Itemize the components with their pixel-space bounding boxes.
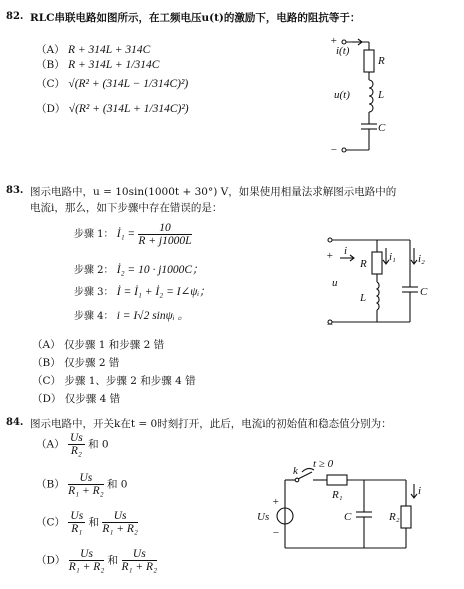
option-label: （D）: [32, 393, 62, 405]
switch-k: [298, 472, 312, 479]
q82-minus: −: [330, 144, 338, 156]
option-label: （A）: [36, 438, 65, 451]
inductor-l: [369, 80, 373, 112]
option-denominator: R₁ + R₂: [68, 485, 104, 497]
option-suffix: 和 0: [106, 478, 128, 491]
q82-l-label: L: [378, 89, 385, 101]
option-label: （B）: [32, 357, 61, 369]
q82-r-label: R: [378, 55, 385, 67]
option-numerator-2: Us: [122, 548, 158, 561]
q84-r1-label: R₁: [332, 489, 343, 501]
q84-c-label: C: [344, 511, 352, 523]
step-label: 步骤 2：: [74, 265, 114, 276]
q83-option-d[interactable]: [32, 391, 120, 406]
q84-switch-label: k: [293, 465, 298, 477]
q82-option-c[interactable]: [36, 76, 188, 91]
q83-c-label: C: [420, 286, 428, 298]
q82-source-label: u(t): [334, 89, 350, 101]
option-text: √(R² + (314L − 1/314C)²): [68, 78, 189, 90]
option-text: R + 314L + 1/314C: [68, 59, 160, 71]
step-label: 步骤 4：: [74, 311, 114, 322]
option-numerator-2: Us: [102, 510, 138, 523]
step-denominator: R + j1000L: [138, 235, 192, 247]
option-label: （C）: [36, 516, 66, 529]
option-label: （C）: [36, 78, 66, 90]
option-denominator-2: R₁ + R₂: [121, 561, 158, 573]
inductor-l: [377, 282, 379, 310]
resistor-r1: [327, 475, 347, 485]
option-mid: 和: [107, 554, 119, 567]
q83-option-b[interactable]: [32, 355, 119, 370]
q83-stem-line1: 图示电路中，u = 10sin(1000t + 30°) V，如果使用相量法求解图示电路中的: [30, 186, 397, 198]
option-label: （B）: [36, 478, 65, 491]
q83-number: 83.: [6, 185, 24, 196]
q84-source-label: Us: [257, 511, 270, 523]
q83-i-label: i: [344, 245, 348, 257]
q83-i2-label: i₂: [418, 253, 425, 265]
q84-stem: 图示电路中，开关k在t = 0时刻打开，此后，电流i的初始值和稳态值分别为：: [30, 418, 392, 430]
option-denominator: R₁: [71, 523, 83, 535]
option-numerator: Us: [68, 472, 104, 485]
q84-minus: −: [272, 527, 280, 539]
option-numerator: Us: [69, 432, 83, 444]
q82-option-b[interactable]: [36, 57, 159, 72]
option-numerator: Us: [69, 548, 105, 561]
terminal-bottom: [342, 148, 346, 152]
step-label: 步骤 1：: [74, 229, 114, 240]
step-text: İ = İ₁ + İ₂ = I∠ψᵢ；: [116, 286, 211, 298]
q83-r-label: R: [360, 258, 367, 270]
q83-plus: +: [326, 250, 334, 262]
option-label: （C）: [32, 375, 62, 387]
option-numerator: Us: [70, 510, 84, 522]
option-label: （A）: [36, 44, 65, 56]
step-text: i = I√2 sinψᵢ 。: [116, 310, 189, 322]
option-label: （D）: [36, 103, 66, 115]
q83-option-c[interactable]: [32, 373, 196, 388]
option-denominator: R₁ + R₂: [68, 561, 105, 573]
q84-number: 84.: [6, 417, 24, 428]
q82-current-label: i(t): [336, 45, 350, 57]
q84-option-d[interactable]: [36, 548, 157, 573]
q83-step-4: [74, 307, 189, 323]
voltage-source-us: [277, 508, 293, 524]
terminal-bottom: [328, 320, 332, 324]
q83-step-2: [74, 261, 204, 277]
q82-plus: +: [330, 35, 338, 47]
option-label: （D）: [36, 554, 66, 567]
q82-stem: RLC串联电路如图所示，在工频电压u(t)的激励下，电路的阻抗等于：: [30, 12, 361, 24]
option-text: 仅步骤 2 错: [64, 357, 120, 369]
q84-plus: +: [272, 496, 280, 508]
terminal-top: [342, 40, 346, 44]
option-text: R + 314L + 314C: [67, 44, 151, 56]
q82-number: 82.: [6, 11, 24, 22]
q83-step-3: [74, 283, 211, 299]
option-text: 步骤 1、步骤 2 和步骤 4 错: [64, 375, 196, 387]
terminal-top: [328, 238, 332, 242]
option-text: √(R² + (314L + 1/314C)²): [68, 103, 189, 115]
resistor-r: [364, 50, 374, 72]
option-suffix: 和 0: [88, 438, 109, 451]
step-numerator: 10: [138, 222, 191, 235]
resistor-r: [372, 252, 382, 274]
option-denominator: R₂: [70, 445, 82, 457]
option-text: 仅步骤 4 错: [64, 393, 121, 405]
q84-i-label: i: [418, 485, 422, 497]
q84-option-b[interactable]: [36, 472, 128, 497]
q84-option-a[interactable]: [36, 432, 109, 457]
q82-option-d[interactable]: [36, 101, 189, 116]
q83-stem-line2: 电流i，那么，如下步骤中存在错误的是：: [30, 202, 223, 214]
resistor-r2: [401, 506, 411, 528]
q83-option-a[interactable]: [32, 337, 164, 352]
q83-u-label: u: [332, 277, 338, 289]
q82-c-label: C: [378, 122, 386, 134]
step-text: İ₂ = 10 · j1000C；: [116, 264, 204, 276]
option-denominator-2: R₁ + R₂: [102, 523, 138, 535]
q83-step-1: [74, 222, 192, 247]
q82-option-a[interactable]: [36, 42, 150, 57]
option-text: 仅步骤 1 和步骤 2 错: [63, 339, 165, 351]
option-label: （A）: [32, 339, 61, 351]
q84-time-label: t ≥ 0: [313, 458, 334, 470]
step-lhs: İ₁ =: [116, 228, 136, 240]
q83-minus: −: [326, 319, 334, 331]
q84-r2-label: R₂: [389, 511, 400, 523]
q84-option-c[interactable]: [36, 510, 138, 535]
step-label: 步骤 3：: [74, 287, 114, 298]
q83-i1-label: i₁: [389, 251, 396, 263]
option-label: （B）: [36, 59, 65, 71]
q83-l-label: L: [360, 292, 367, 304]
option-mid: 和: [88, 516, 100, 529]
